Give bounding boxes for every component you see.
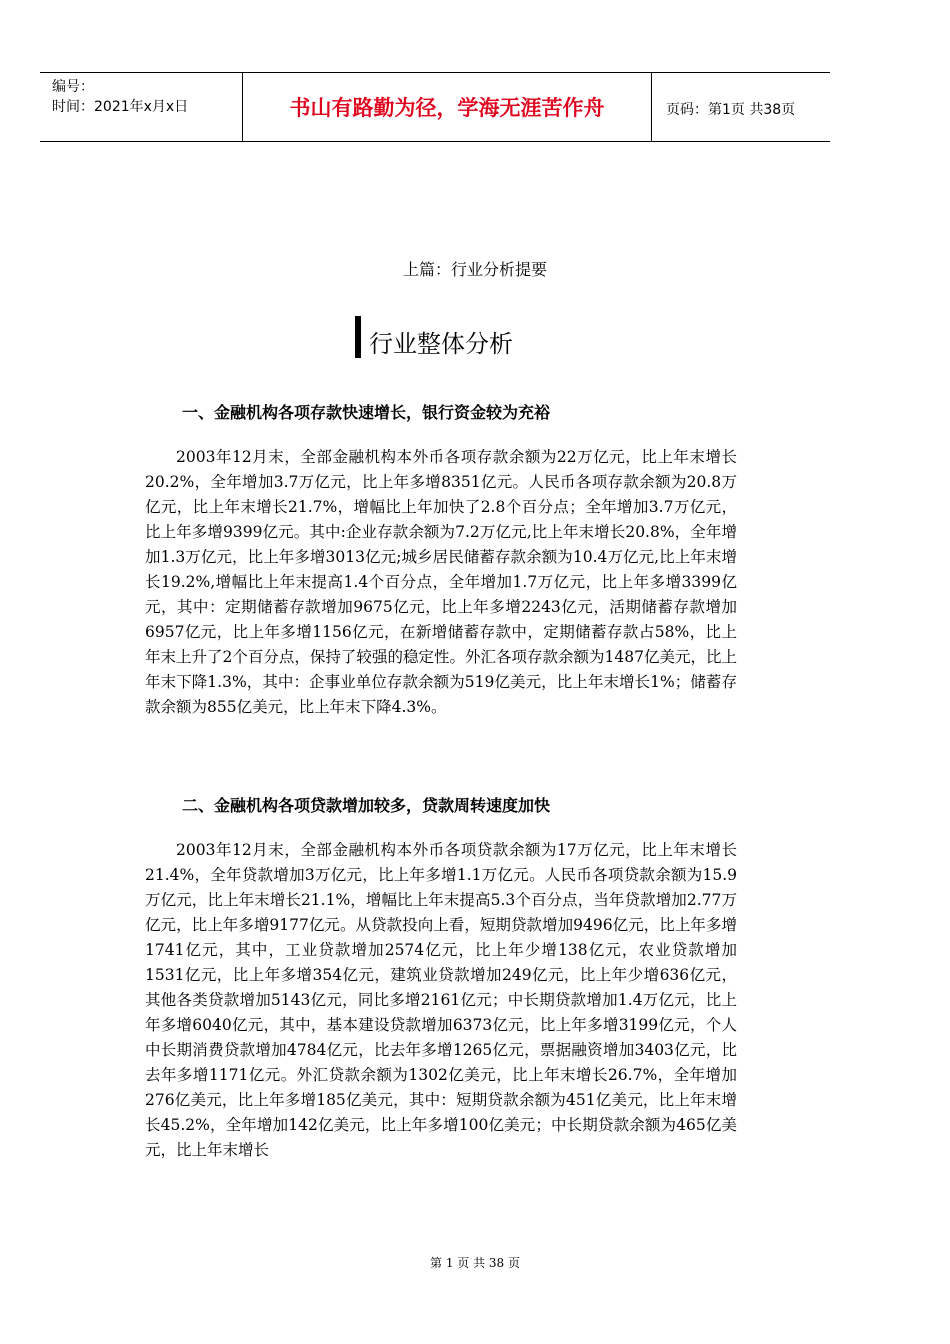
chapter-bar-marker [355,316,361,358]
page-header [40,72,830,142]
header-page-info: 页码：第1页 共38页 [666,102,796,118]
number-label: 编号： [52,79,94,95]
time-label: 时间：2021年x月x日 [52,99,189,115]
header-meta [52,77,188,117]
section-paragraph-2: 2003年12月末，全部金融机构本外币各项贷款余额为17万亿元，比上年末增长21.4%，全年贷款增加3万亿元，比上年多增1.1万亿元。人民币各项贷款余额为15.9万亿元，比上年末增长21.1%，增幅比上年末提高5.3个百分点，当年贷款增加2.77万亿元，比上年多增9177亿元。从贷款投向上看，短期贷款增加9496亿元，比上年多增1741亿元，其中，工业贷款增加2574亿元，比上年少增138亿元，农业贷款增加1531亿元，比上年多增354亿元，建筑业贷款增加249亿元，比上年少增636亿元，其他各类贷款增加5143亿元，同比多增2161亿元；中长期贷款增加1.4万亿元，比上年多增6040亿元，其中，基本建设贷款增加6373亿元，比上年多增3199亿元，个人中长期消费贷款增加4784亿元，比去年多增1265亿元，票据融资增加3403亿元，比去年多增1171亿元。外汇贷款余额为1302亿美元，比上年末增长26.7%，全年增加276亿美元，比上年多增185亿美元，其中：短期贷款余额为451亿美元，比上年末增长45.2%，全年增加142亿美元，比上年多增100亿美元；中长期贷款余额为465亿美元，比上年末增长 [145,841,737,1159]
section-heading-1: 一、金融机构各项存款快速增长，银行资金较为充裕 [182,403,551,422]
header-motto: 书山有路勤为径，学海无涯苦作舟 [242,73,652,141]
chapter-title: 行业整体分析 [369,330,513,358]
doc-subtitle: 上篇：行业分析提要 [402,260,547,279]
section-heading-2: 二、金融机构各项贷款增加较多，贷款周转速度加快 [182,796,551,815]
chapter-heading [355,316,513,358]
page-footer: 第 1 页 共 38 页 [430,1256,520,1270]
section-paragraph-1: 2003年12月末，全部金融机构本外币各项存款余额为22万亿元，比上年末增长20.2%，全年增加3.7万亿元，比上年多增8351亿元。人民币各项存款余额为20.8万亿元，比上年末增长21.7%，增幅比上年加快了2.8个百分点；全年增加3.7万亿元，比上年多增9399亿元。其中:企业存款余额为7.2万亿元,比上年末增长20.8%，全年增加1.3万亿元，比上年多增3013亿元;城乡居民储蓄存款余额为10.4万亿元,比上年末增长19.2%,增幅比上年末提高1.4个百分点，全年增加1.7万亿元，比上年多增3399亿元，其中：定期储蓄存款增加9675亿元，比上年多增2243亿元，活期储蓄存款增加6957亿元，比上年多增1156亿元，在新增储蓄存款中，定期储蓄存款占58%，比上年末上升了2个百分点，保持了较强的稳定性。外汇各项存款余额为1487亿美元，比上年末下降1.3%，其中：企事业单位存款余额为519亿美元，比上年末增长1%；储蓄存款余额为855亿美元，比上年末下降4.3%。 [145,448,737,716]
